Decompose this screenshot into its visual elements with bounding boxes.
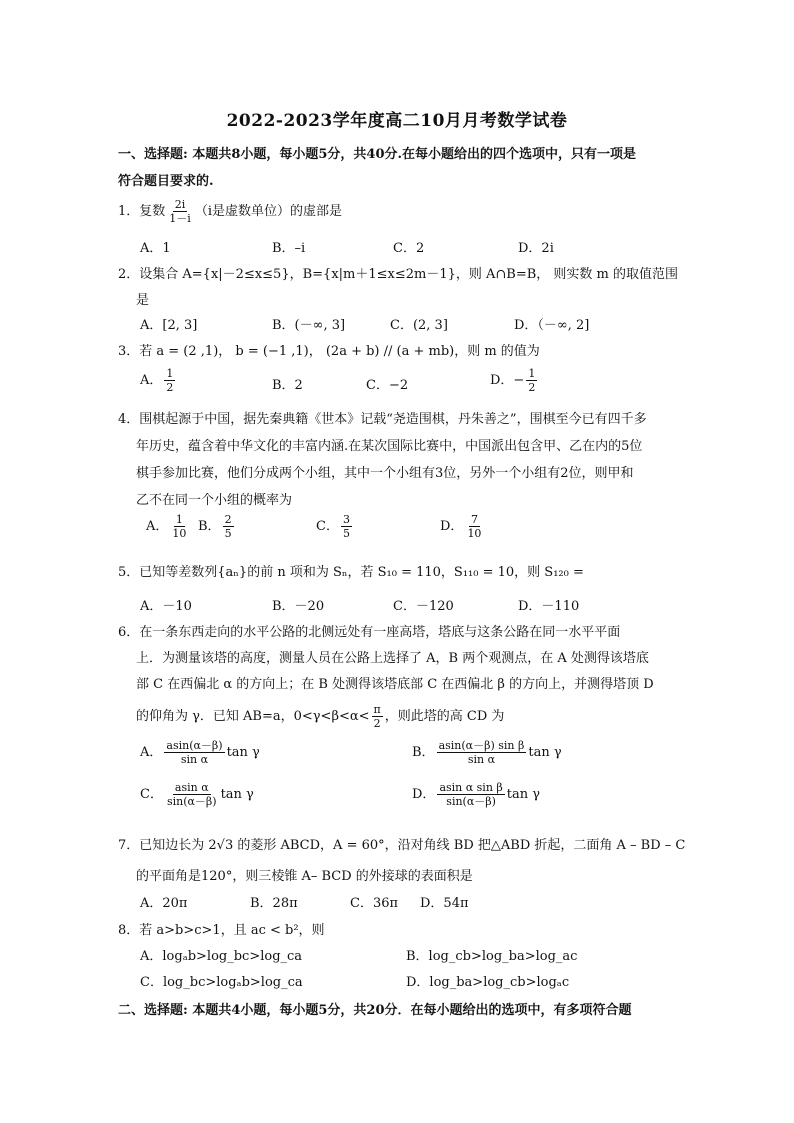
q3-option-a-fraction [164, 367, 175, 394]
question-7-line2: 的平面角是120°，则三棱锥 A– BCD 的外接球的表面积是 [136, 869, 473, 884]
q3-option-c: C．−2 [366, 378, 409, 393]
q4-option-b [198, 513, 236, 540]
exam-title: 2022-2023学年度高二10月月考数学试卷 [226, 111, 568, 131]
question-2-line1: 2．设集合 A={x|－2≤x≤5}，B={x|m＋1≤x≤2m－1}，则 A∩B=B， 则实数 m 的取值范围 [118, 267, 679, 282]
q8-option-a: A．logₐb>log_bc>log_ca [140, 949, 303, 964]
q2-option-d: D．（－∞, 2] [514, 318, 590, 333]
q4-a-fraction [170, 513, 188, 540]
question-6-line3: 部 C 在西偏北 α 的方向上；在 B 处测得该塔底部 C 在西偏北 β 的方向上，并测得塔顶 D [136, 677, 654, 692]
q6-d-tail: tan γ [506, 787, 541, 802]
question-7-line1: 7．已知边长为 2√3 的菱形 ABCD，A = 60°，沿对角线 BD 把△ABD 折起，二面角 A – BD – C [118, 838, 686, 853]
question-1 [118, 198, 342, 225]
q2-option-b: B．(－∞, 3] [272, 318, 346, 333]
q6-b-tail: tan γ [528, 745, 562, 760]
q6-b-label: B． [412, 745, 435, 760]
q4-b-num: 2 [224, 513, 232, 526]
q2-option-a: A．[2, 3] [140, 318, 198, 333]
q4-b-fraction [223, 513, 234, 540]
q6-a-den: sin α [180, 753, 209, 766]
q1-prefix: 1．复数 [118, 204, 166, 219]
q5-option-d: D．－110 [518, 599, 580, 614]
question-6-line1: 6．在一条东西走向的水平公路的北侧远处有一座高塔，塔底与这条公路在同一水平平面 [118, 625, 621, 640]
q2-option-c: C．(2, 3] [390, 318, 448, 333]
q3-a-den: 2 [166, 381, 174, 394]
question-5: 5．已知等差数列{aₙ}的前 n 项和为 Sₙ，若 S₁₀ = 110，S₁₁₀ = 10，则 S₁₂₀ = [118, 565, 584, 580]
q6-d-den: sin(α－β) [446, 795, 496, 808]
q6-c-label: C． [140, 787, 163, 802]
question-6-line2: 上．为测量该塔的高度，测量人员在公路上选择了 A，B 两个观测点，在 A 处测得该塔底 [136, 651, 649, 666]
q6-option-d [412, 781, 540, 808]
q6-a-num: asin(α－β) [166, 739, 223, 752]
q6-option-a [140, 739, 260, 766]
q4-d-fraction [465, 513, 483, 540]
q4-d-label: D． [440, 519, 464, 534]
q6-pi-den: 2 [373, 717, 381, 730]
q8-option-c: C．log_bc>logₐb>log_ca [140, 975, 303, 990]
question-4-line2: 年历史，蕴含着中华文化的丰富内涵.在某次国际比赛中，中国派出包含甲、乙在内的5位 [136, 439, 643, 454]
q6-b-num: asin(α－β) sin β [438, 739, 525, 752]
q5-option-b: B．－20 [272, 599, 325, 614]
q4-c-den: 5 [342, 527, 350, 540]
q6-a-tail: tan γ [226, 745, 260, 760]
q4-c-num: 3 [342, 513, 350, 526]
question-8: 8．若 a>b>c>1，且 ac < b²，则 [118, 923, 325, 938]
question-2-line2: 是 [136, 293, 150, 308]
q3-option-d [490, 367, 539, 394]
q1-option-b: B．–i [272, 241, 306, 256]
q3-option-d-fraction [526, 367, 537, 394]
q1-frac-den: 1－i [169, 212, 191, 225]
q4-option-d [440, 513, 485, 540]
q6-b-fraction [437, 739, 527, 766]
section1-header-line2: 符合题目要求的. [118, 174, 214, 189]
q3-option-d-label: D．− [490, 373, 525, 388]
section1-header-line1: 一、选择题: 本题共8小题，每小题5分，共40分.在每小题给出的四个选项中，只有一项是 [118, 147, 637, 162]
q4-option-c [316, 513, 354, 540]
q3-d-den: 2 [528, 381, 536, 394]
q6-pi-num: π [373, 703, 381, 716]
q1-fraction [167, 198, 193, 225]
q4-a-num: 1 [175, 513, 183, 526]
q5-option-a: A．－10 [140, 599, 192, 614]
q8-option-d: D．log_ba>log_cb>logₐc [406, 975, 570, 990]
q6-option-b [412, 739, 562, 766]
question-3: 3．若 a = (2 ,1)， b = (−1 ,1)， (2a + b) // (a + mb)，则 m 的值为 [118, 344, 540, 359]
q1-suffix: （i是虚数单位）的虚部是 [194, 204, 342, 219]
q4-c-fraction [341, 513, 352, 540]
q4-d-num: 7 [470, 513, 478, 526]
q4-b-label: B． [198, 519, 221, 534]
section2-header-line1: 二、选择题: 本题共4小题，每小题5分，共20分．在每小题给出的选项中，有多项符合题 [118, 1003, 632, 1018]
q7-option-c: C．36π [350, 896, 399, 911]
q6-d-label: D． [412, 787, 436, 802]
q3-option-b: B．2 [272, 378, 303, 393]
q6-option-c [140, 781, 254, 808]
q8-option-b: B．log_cb>log_ba>log_ac [406, 949, 578, 964]
q6-line4-post: ，则此塔的高 CD 为 [384, 709, 505, 724]
q6-b-den: sin α [467, 753, 496, 766]
q6-line4-pre: 的仰角为 γ．已知 AB=a，0<γ<β<α< [136, 709, 370, 724]
q3-option-a [140, 367, 177, 394]
q4-a-label: A． [146, 519, 169, 534]
q6-c-tail: tan γ [220, 787, 254, 802]
question-4-line3: 棋手参加比赛，他们分成两个小组，其中一个小组有3位，另外一个小组有2位，则甲和 [136, 466, 634, 481]
q6-pi-over-2 [372, 703, 383, 730]
q3-d-num: 1 [528, 367, 536, 380]
q1-option-d: D．2i [518, 241, 554, 256]
question-6-line4 [136, 703, 504, 730]
question-4-line4: 乙不在同一个小组的概率为 [136, 493, 293, 508]
q6-d-num: asin α sin β [439, 781, 503, 794]
q1-frac-num: 2i [174, 198, 186, 211]
question-4-line1: 4．围棋起源于中国，据先秦典籍《世本》记载“尧造围棋，丹朱善之”，围棋至今已有四千多 [118, 412, 647, 427]
q1-option-a: A．1 [140, 241, 171, 256]
q7-option-d: D．54π [420, 896, 469, 911]
q3-option-a-label: A． [140, 373, 163, 388]
q7-option-a: A．20π [140, 896, 188, 911]
q6-c-num: asin α [174, 781, 209, 794]
q4-c-label: C． [316, 519, 339, 534]
q6-a-fraction [164, 739, 224, 766]
q6-d-fraction [437, 781, 504, 808]
q4-option-a [146, 513, 190, 540]
q7-option-b: B．28π [250, 896, 298, 911]
q6-c-den: sin(α－β) [166, 795, 217, 808]
q4-b-den: 5 [224, 527, 232, 540]
q6-c-fraction [165, 781, 219, 808]
q6-a-label: A． [140, 745, 163, 760]
q4-d-den: 10 [467, 527, 482, 540]
q5-option-c: C．－120 [393, 599, 454, 614]
q3-a-num: 1 [166, 367, 174, 380]
q1-option-c: C．2 [393, 241, 425, 256]
q4-a-den: 10 [172, 527, 187, 540]
